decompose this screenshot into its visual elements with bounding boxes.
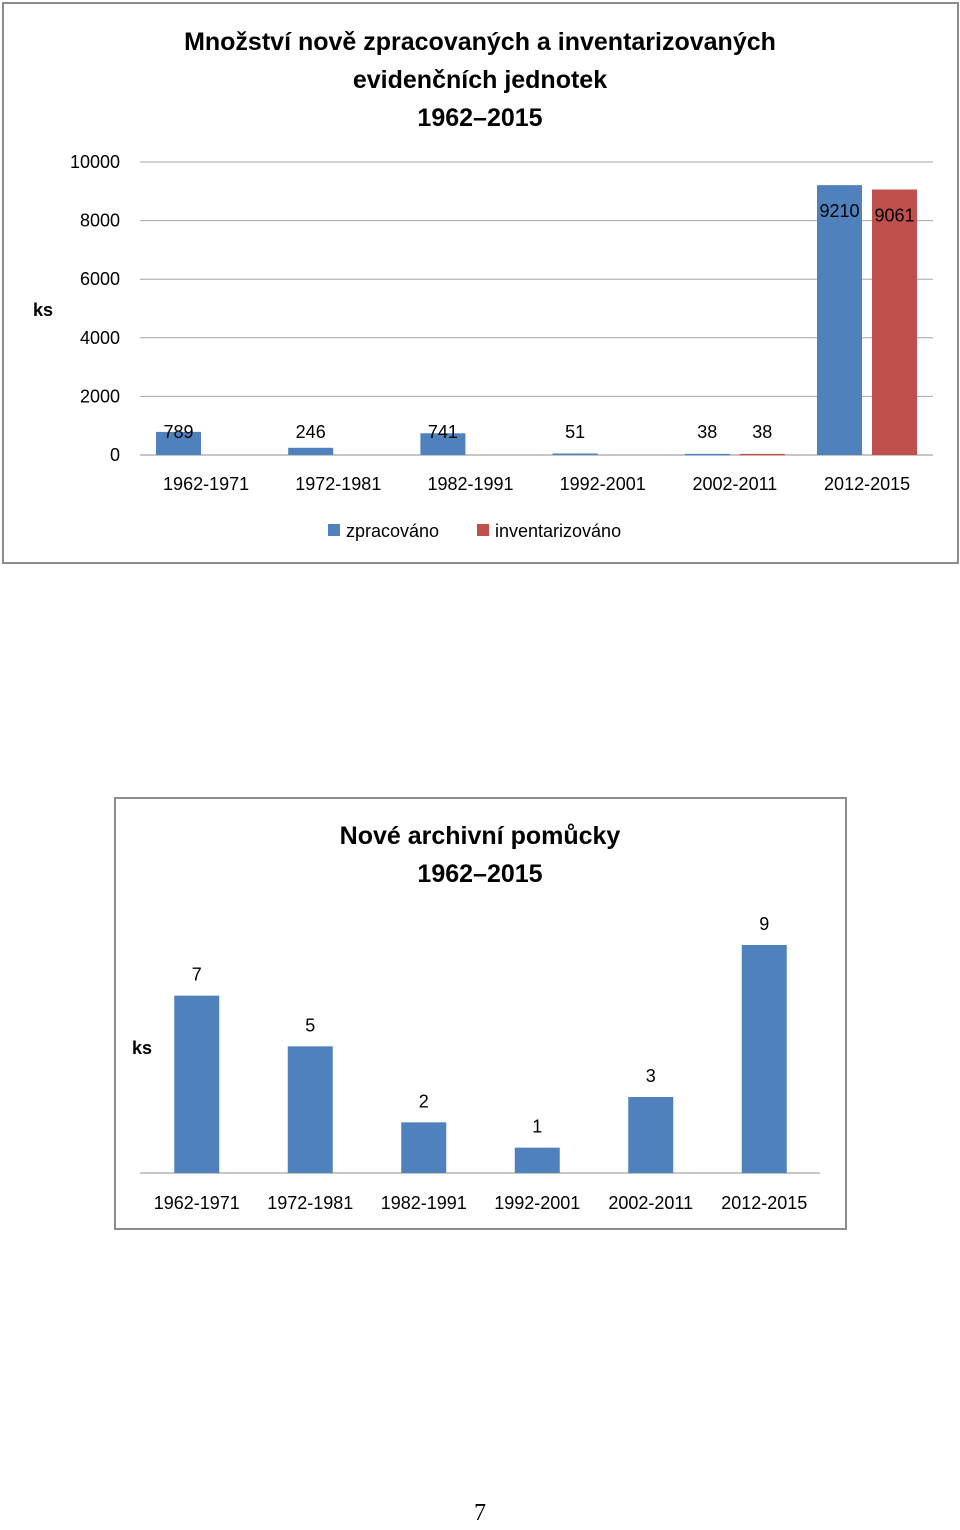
chart1-bar-inventarizovano <box>740 454 785 456</box>
chart1-title-line-2: evidenčních jednotek <box>352 66 608 94</box>
chart1-legend-swatch <box>477 524 489 536</box>
chart1-data-label: 246 <box>295 422 326 442</box>
chart1-x-tick-label: 1992-2001 <box>559 474 646 494</box>
chart1-data-label: 51 <box>565 422 586 442</box>
chart1-title-line-3: 1962–2015 <box>417 104 543 132</box>
chart1-y-tick-label: 6000 <box>79 269 120 290</box>
chart2-data-label: 1 <box>532 1116 543 1137</box>
chart1-data-label: 741 <box>427 422 458 442</box>
chart1-data-label: 9210 <box>819 201 860 222</box>
chart1-legend-swatch <box>328 524 340 536</box>
chart2-data-label: 5 <box>305 1015 316 1036</box>
chart2-bar <box>401 1122 446 1173</box>
chart2-bar <box>174 996 219 1173</box>
chart2-x-tick-label: 1982-1991 <box>380 1193 467 1213</box>
chart2-y-axis-label: ks <box>131 1038 153 1058</box>
chart1-bar-zpracovano <box>553 454 598 456</box>
chart1-bar-zpracovano <box>685 454 730 456</box>
chart2-bar <box>515 1148 560 1173</box>
chart1-x-tick-label: 2012-2015 <box>824 474 911 494</box>
chart1-x-tick-label: 1972-1981 <box>295 474 382 494</box>
chart1-y-tick-label: 10000 <box>69 152 120 172</box>
chart1-y-tick-label: 2000 <box>79 386 120 407</box>
chart1-bar-inventarizovano <box>872 190 917 455</box>
chart1-data-label: 38 <box>697 422 718 442</box>
chart2-x-tick-label: 1962-1971 <box>153 1193 240 1213</box>
chart2-x-tick-label: 1992-2001 <box>494 1193 581 1213</box>
chart2-data-label: 2 <box>418 1091 429 1112</box>
chart2-x-tick-label: 2002-2011 <box>608 1193 694 1213</box>
chart1-bar-zpracovano <box>817 185 862 455</box>
chart1-data-label: 789 <box>163 422 194 442</box>
chart1-y-tick-label: 8000 <box>79 210 120 231</box>
chart1-data-label: 38 <box>752 422 773 442</box>
chart2-data-label: 7 <box>191 964 202 985</box>
chart1-y-tick-label: 4000 <box>79 327 120 348</box>
chart1-legend-label: zpracováno <box>346 521 440 541</box>
chart1-legend-label: inventarizováno <box>495 521 622 541</box>
chart1-x-tick-label: 1962-1971 <box>163 474 250 494</box>
chart1-bar-zpracovano <box>288 448 333 455</box>
chart2-title-line-1: Nové archivní pomůcky <box>339 822 621 850</box>
chart1-y-axis-label: ks <box>32 300 54 320</box>
chart1-x-tick-label: 1982-1991 <box>427 474 514 494</box>
chart2-bar <box>628 1097 673 1173</box>
chart1-data-label: 9061 <box>874 205 915 226</box>
chart1-title-line-1: Množství nově zpracovaných a inventarizovaných <box>184 28 776 56</box>
chart2-title-line-2: 1962–2015 <box>417 860 543 888</box>
chart2-data-label: 9 <box>759 914 770 934</box>
chart2-bar <box>288 1046 333 1173</box>
chart2-bar <box>742 945 787 1173</box>
chart1-x-tick-label: 2002-2011 <box>692 474 778 494</box>
chart2-data-label: 3 <box>645 1066 656 1086</box>
chart2-x-tick-label: 2012-2015 <box>721 1193 808 1213</box>
chart2-x-tick-label: 1972-1981 <box>267 1193 354 1213</box>
chart1-y-tick-label: 0 <box>109 445 120 465</box>
page-number: 7 <box>474 1500 486 1526</box>
